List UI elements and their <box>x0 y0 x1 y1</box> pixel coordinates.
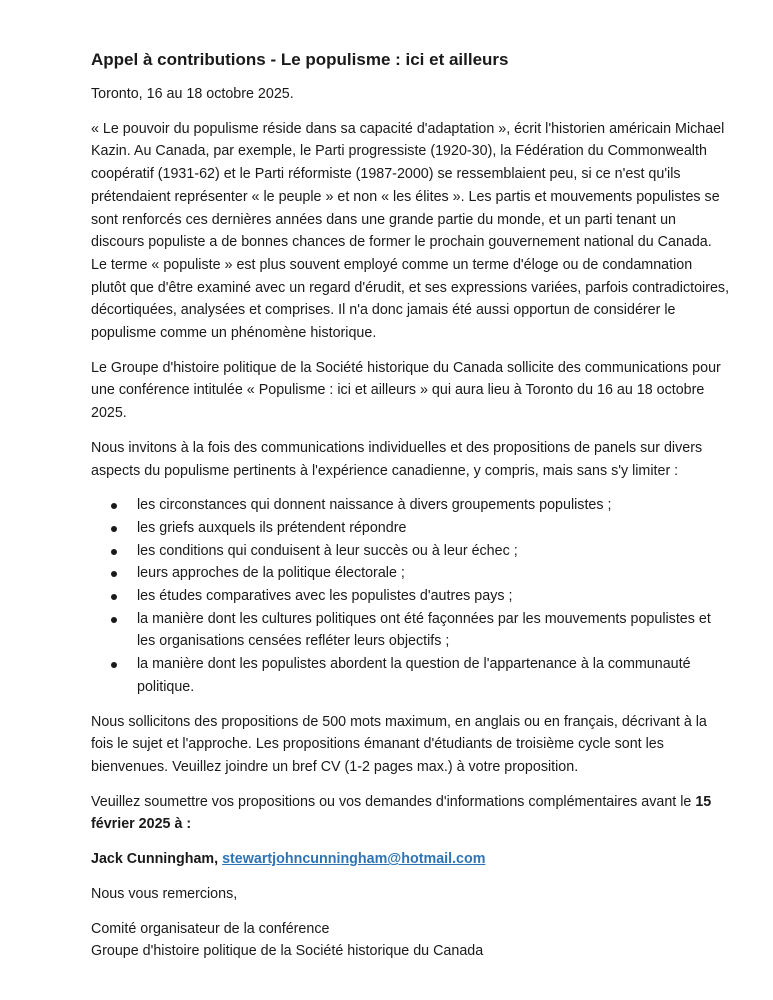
paragraph-requirements: Nous sollicitons des propositions de 500 mots maximum, en anglais ou en français, décrivant à la fois le sujet et l'approche. Les propositions émanant d'étudiants de troisième cycle sont les bienvenues. Veuillez joindre un bref CV (1-2 pages max.) à votre proposition. <box>91 713 707 775</box>
paragraph-invitation: Nous invitons à la fois des communications individuelles et des propositions de panels sur divers aspects du populisme pertinents à l'expérience canadienne, y compris, mais sans s'y limiter : <box>91 439 703 479</box>
list-item <box>91 494 731 517</box>
signature-group: Groupe d'histoire politique de la Société historique du Canada <box>91 943 484 960</box>
list-item-text: les études comparatives avec les populistes d'autres pays ; <box>137 588 513 605</box>
bullet-icon <box>111 549 117 555</box>
deadline-date: 15 février 2025 à : <box>91 793 712 833</box>
contact-email-link[interactable]: stewartjohncunningham@hotmail.com <box>222 851 486 868</box>
submission-text: Veuillez soumettre vos propositions ou vos demandes d'informations complémentaires avant le <box>91 793 696 810</box>
list-item <box>91 585 731 608</box>
bullet-icon <box>111 526 117 532</box>
signature-block <box>91 918 731 963</box>
signature-committee: Comité organisateur de la conférence <box>91 920 330 937</box>
page-title: Appel à contributions - Le populisme : ici et ailleurs <box>91 50 509 69</box>
list-item-text: leurs approches de la politique électorale ; <box>137 565 405 582</box>
closing-thanks: Nous vous remercions, <box>91 885 238 902</box>
contact-line <box>91 848 731 871</box>
bullet-icon <box>111 662 117 668</box>
list-item <box>91 517 731 540</box>
bullet-icon <box>111 503 117 509</box>
paragraph-submission <box>91 791 731 836</box>
bullet-icon <box>111 594 117 600</box>
bullet-icon <box>111 617 117 623</box>
topics-list <box>91 494 731 698</box>
contact-name: Jack Cunningham, <box>91 851 219 868</box>
list-item-text: la manière dont les cultures politiques ont été façonnées par les mouvements populistes et les organisations censées refléter leurs objectifs ; <box>137 610 711 650</box>
dateline: Toronto, 16 au 18 octobre 2025. <box>91 86 294 102</box>
list-item <box>91 608 731 653</box>
list-item <box>91 562 731 585</box>
list-item-text: les conditions qui conduisent à leur succès ou à leur échec ; <box>137 542 518 559</box>
paragraph-call: Le Groupe d'histoire politique de la Société historique du Canada sollicite des communications pour une conférence intitulée « Populisme : ici et ailleurs » qui aura lieu à Toronto du 16 au 18 octobre 2025. <box>91 359 721 422</box>
list-item-text: les circonstances qui donnent naissance à divers groupements populistes ; <box>137 497 612 514</box>
list-item-text: la manière dont les populistes abordent la question de l'appartenance à la communauté politique. <box>137 656 691 695</box>
list-item <box>91 540 731 563</box>
bullet-icon <box>111 571 117 577</box>
document-page <box>91 48 731 975</box>
paragraph-intro: « Le pouvoir du populisme réside dans sa capacité d'adaptation », écrit l'historien américain Michael Kazin. Au Canada, par exemple, le Parti progressiste (1920-30), la Fédération du Commonwealth coopératif (1931-62) et le Parti réformiste (1987-2000) se ressemblaient peu, si ce n'est qu'ils prétendaient représenter « le peuple » et non « les élites ». Les partis et mouvements populistes se sont renforcés ces dernières années dans une grande partie du monde, et un parti tenant un discours populiste a de bonnes chances de former le prochain gouvernement national du Canada. Le terme « populiste » est plus souvent employé comme un terme d'éloge ou de condamnation plutôt que d'être examiné avec un regard d'érudit, et ses expressions variées, parfois contradictoires, décortiquées, analysées et comprises. Il n'a donc jamais été aussi opportun de considérer le populisme comme un phénomène historique. <box>91 120 730 342</box>
list-item <box>91 653 731 698</box>
list-item-text: les griefs auxquels ils prétendent répondre <box>137 519 407 536</box>
